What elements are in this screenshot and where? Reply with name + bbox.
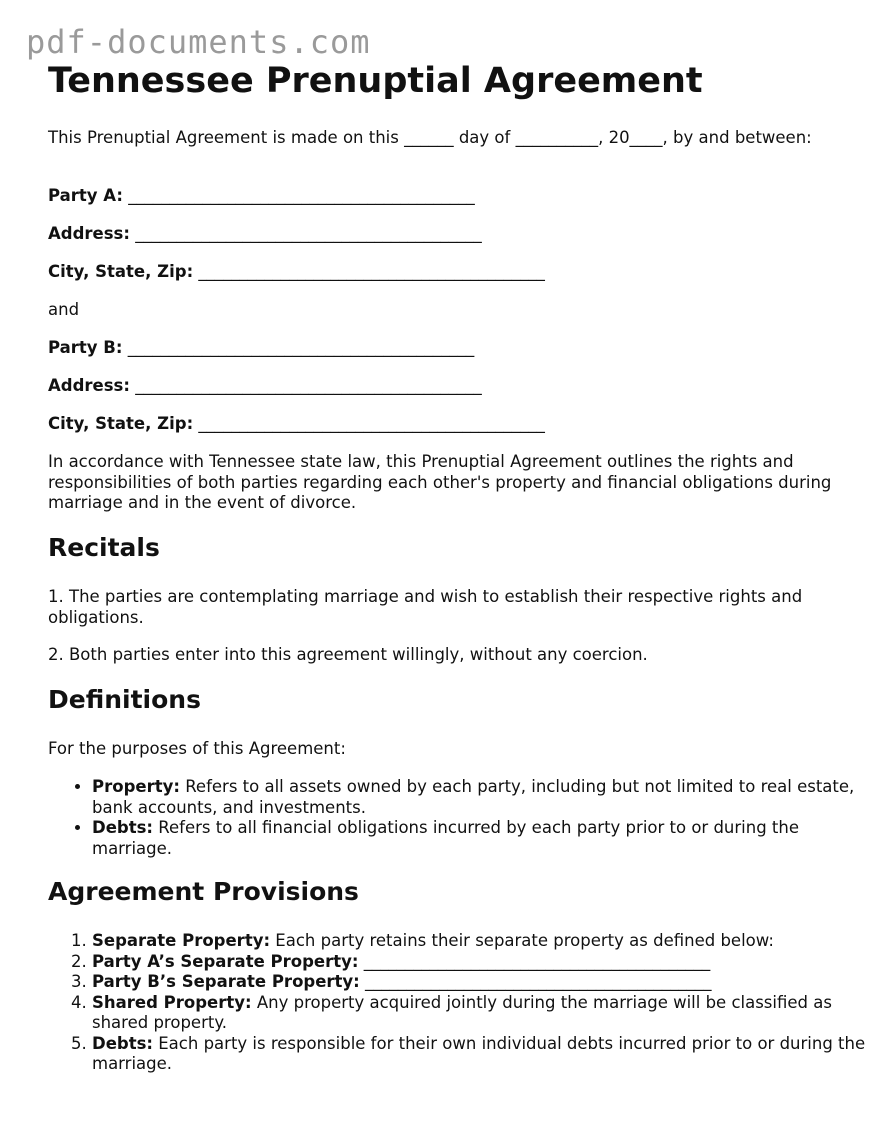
party-a-address-blank[interactable]: __________________________________________	[135, 224, 482, 243]
watermark: pdf-documents.com	[26, 23, 371, 61]
recital-item: 1. The parties are contemplating marriage and wish to establish their respective rights and obligations.	[48, 587, 803, 627]
and-text: and	[48, 300, 80, 319]
party-b-address-field[interactable]	[48, 376, 838, 397]
party-a-city-label: City, State, Zip:	[48, 262, 194, 281]
party-a-name-field[interactable]	[48, 186, 838, 207]
recital-item: 2. Both parties enter into this agreement willingly, without any coercion.	[48, 645, 648, 664]
provision-term: Separate Property:	[92, 931, 271, 950]
definition-item	[92, 818, 882, 859]
provisions-heading: Agreement Provisions	[48, 877, 359, 906]
page-title: Tennessee Prenuptial Agreement	[48, 61, 703, 101]
definition-term: Property:	[92, 777, 180, 796]
definitions-intro: For the purposes of this Agreement:	[48, 739, 346, 758]
definitions-heading: Definitions	[48, 685, 201, 714]
party-b-name-field[interactable]	[48, 338, 838, 359]
provision-term: Party B’s Separate Property:	[92, 972, 360, 991]
purpose-paragraph: In accordance with Tennessee state law, this Prenuptial Agreement outlines the rights and responsibilities of both parties regarding each other's property and financial obligations during marriage and in the event of divorce.	[48, 452, 832, 512]
provision-term: Party A’s Separate Property:	[92, 951, 359, 971]
party-b-address-blank[interactable]: __________________________________________	[135, 376, 482, 395]
party-b-city-blank[interactable]: __________________________________________	[198, 414, 545, 433]
provision-item[interactable]	[92, 952, 882, 973]
recitals-heading: Recitals	[48, 533, 160, 562]
definitions-list	[48, 777, 882, 859]
provision-item	[92, 931, 882, 952]
party-a-city-field[interactable]	[48, 262, 838, 283]
provision-text: Any property acquired jointly during the marriage will be classified as shared property.	[92, 992, 832, 1032]
definition-item	[92, 777, 882, 818]
party-b-name-blank[interactable]: __________________________________________	[127, 338, 475, 357]
party-a-name-blank[interactable]: __________________________________________	[128, 186, 475, 205]
provision-text: Each party retains their separate property as defined below:	[270, 931, 774, 950]
provisions-list	[48, 931, 882, 1075]
party-b-name-label: Party B:	[48, 338, 123, 357]
provision-text: Each party is responsible for their own individual debts incurred prior to or during the marriage.	[92, 1033, 866, 1073]
provision-item	[92, 993, 882, 1034]
provision-term: Debts:	[92, 1033, 154, 1053]
party-a-address-field[interactable]	[48, 224, 838, 245]
party-b-city-field[interactable]	[48, 414, 838, 435]
provision-term: Shared Property:	[92, 992, 252, 1012]
party-b-address-label: Address:	[48, 376, 130, 395]
provision-item[interactable]	[92, 972, 882, 993]
party-a-city-blank[interactable]: __________________________________________	[198, 262, 545, 281]
definition-text: Refers to all financial obligations incurred by each party prior to or during the marriage.	[92, 818, 800, 858]
party-a-separate-property-blank[interactable]: __________________________________________	[358, 951, 711, 971]
party-a-name-label: Party A:	[48, 186, 123, 205]
party-a-address-label: Address:	[48, 224, 130, 243]
definition-text: Refers to all assets owned by each party, including but not limited to real estate, bank accounts, and investments.	[92, 777, 855, 817]
provision-item	[92, 1034, 882, 1075]
intro-paragraph: This Prenuptial Agreement is made on this ______ day of __________, 20____, by and between:	[48, 128, 812, 147]
party-b-city-label: City, State, Zip:	[48, 414, 194, 433]
definition-term: Debts:	[92, 818, 154, 837]
party-b-separate-property-blank[interactable]: __________________________________________	[359, 972, 712, 991]
